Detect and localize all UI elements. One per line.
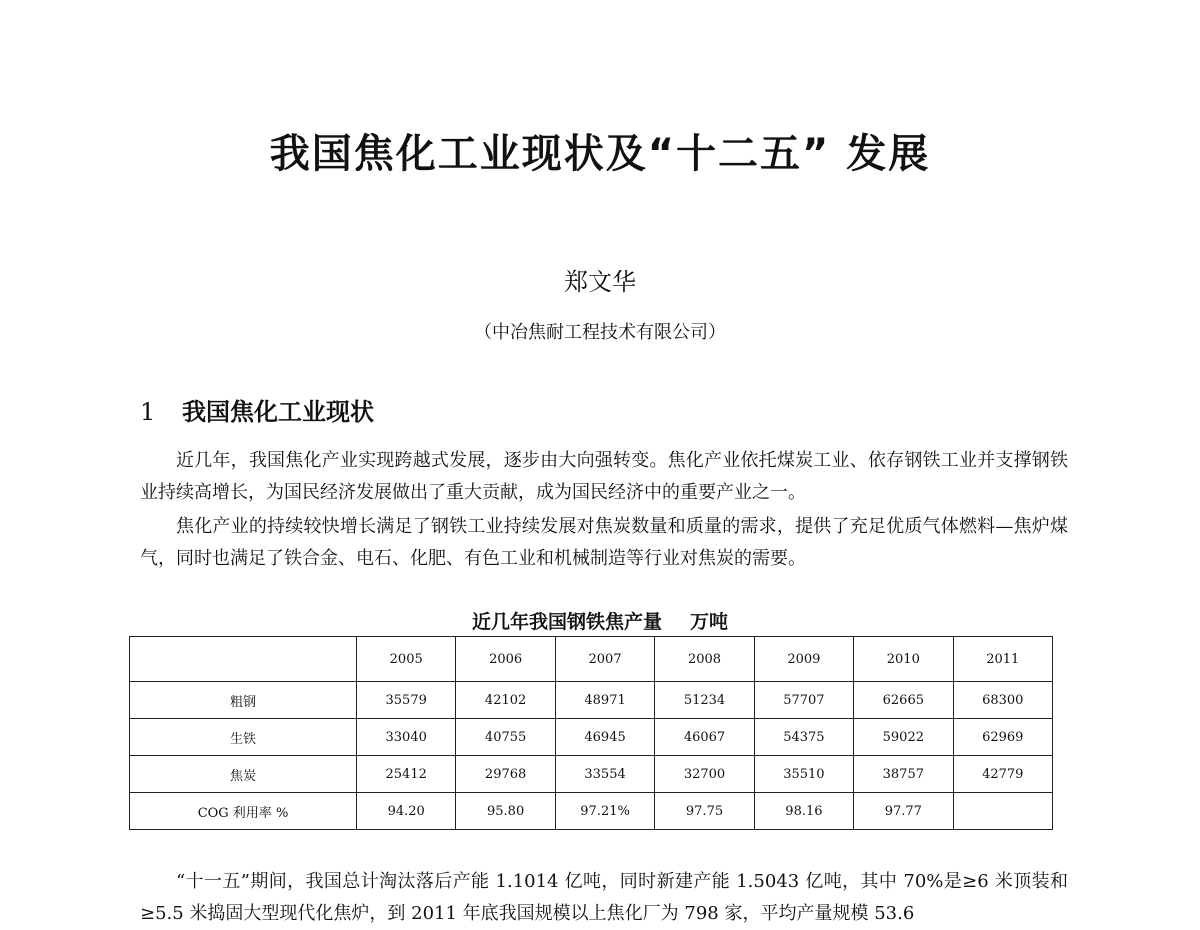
section-number: 1 [140,398,156,426]
table-cell: 25412 [357,756,456,793]
table-cell: 29768 [456,756,555,793]
row-label: 生铁 [130,719,357,756]
table-row [130,756,1053,793]
table-cell: 42779 [953,756,1052,793]
table-cell: 32700 [655,756,754,793]
table-cell: 94.20 [357,793,456,830]
year-header: 2011 [953,637,1052,682]
table-cell: 98.16 [754,793,853,830]
section-heading [140,392,374,427]
row-label: 粗钢 [130,682,357,719]
table-cell [953,793,1052,830]
year-header: 2006 [456,637,555,682]
table-row [130,682,1053,719]
table-cell: 46067 [655,719,754,756]
section-heading-text: 我国焦化工业现状 [182,397,374,426]
row-label: COG 利用率 % [130,793,357,830]
table-cell: 97.21% [555,793,654,830]
table-row [130,719,1053,756]
table-cell: 38757 [854,756,953,793]
paragraph-1: 近几年，我国焦化产业实现跨越式发展，逐步由大向强转变。焦化产业依托煤炭工业、依存钢铁工业并支撑钢铁业持续高增长，为国民经济发展做出了重大贡献，成为国民经济中的重要产业之一。 [140,450,1068,503]
table-cell: 54375 [754,719,853,756]
table-cell: 95.80 [456,793,555,830]
table-cell: 35510 [754,756,853,793]
table-cell: 46945 [555,719,654,756]
production-table [129,636,1053,830]
table-cell: 42102 [456,682,555,719]
table-cell: 33554 [555,756,654,793]
table-cell: 40755 [456,719,555,756]
paragraph-3: “十一五”期间，我国总计淘汰落后产能 1.1014 亿吨，同时新建产能 1.5043 亿吨，其中 70%是≥6 米顶装和≥5.5 米捣固大型现代化焦炉，到 2011 年底我国规模以上焦化厂为 798 家，平均产量规模 53.6 [140,871,1068,924]
table-cell: 51234 [655,682,754,719]
table-cell: 57707 [754,682,853,719]
table-header-row [130,637,1053,682]
table-row [130,793,1053,830]
table-cell: 59022 [854,719,953,756]
document-title: 我国焦化工业现状及“十二五” 发展 [269,131,931,177]
table-title: 近几年我国钢铁焦产量 [471,611,662,633]
table-cell: 35579 [357,682,456,719]
year-header: 2008 [655,637,754,682]
table-cell: 33040 [357,719,456,756]
year-header: 2005 [357,637,456,682]
author-affiliation: （中冶焦耐工程技术有限公司） [474,322,726,343]
table-cell: 68300 [953,682,1052,719]
year-header: 2009 [754,637,853,682]
table-cell: 62665 [854,682,953,719]
author-name: 郑文华 [564,268,636,296]
paragraph-2: 焦化产业的持续较快增长满足了钢铁工业持续发展对焦炭数量和质量的需求，提供了充足优质气体燃料—焦炉煤气，同时也满足了铁合金、电石、化肥、有色工业和机械制造等行业对焦炭的需要。 [140,516,1068,569]
table-cell: 97.77 [854,793,953,830]
year-header: 2007 [555,637,654,682]
table-cell: 62969 [953,719,1052,756]
table-cell: 97.75 [655,793,754,830]
year-header: 2010 [854,637,953,682]
table-unit: 万吨 [690,611,729,633]
table-cell: 48971 [555,682,654,719]
row-label: 焦炭 [130,756,357,793]
table-corner-cell [130,637,357,682]
table-caption [0,607,1200,634]
